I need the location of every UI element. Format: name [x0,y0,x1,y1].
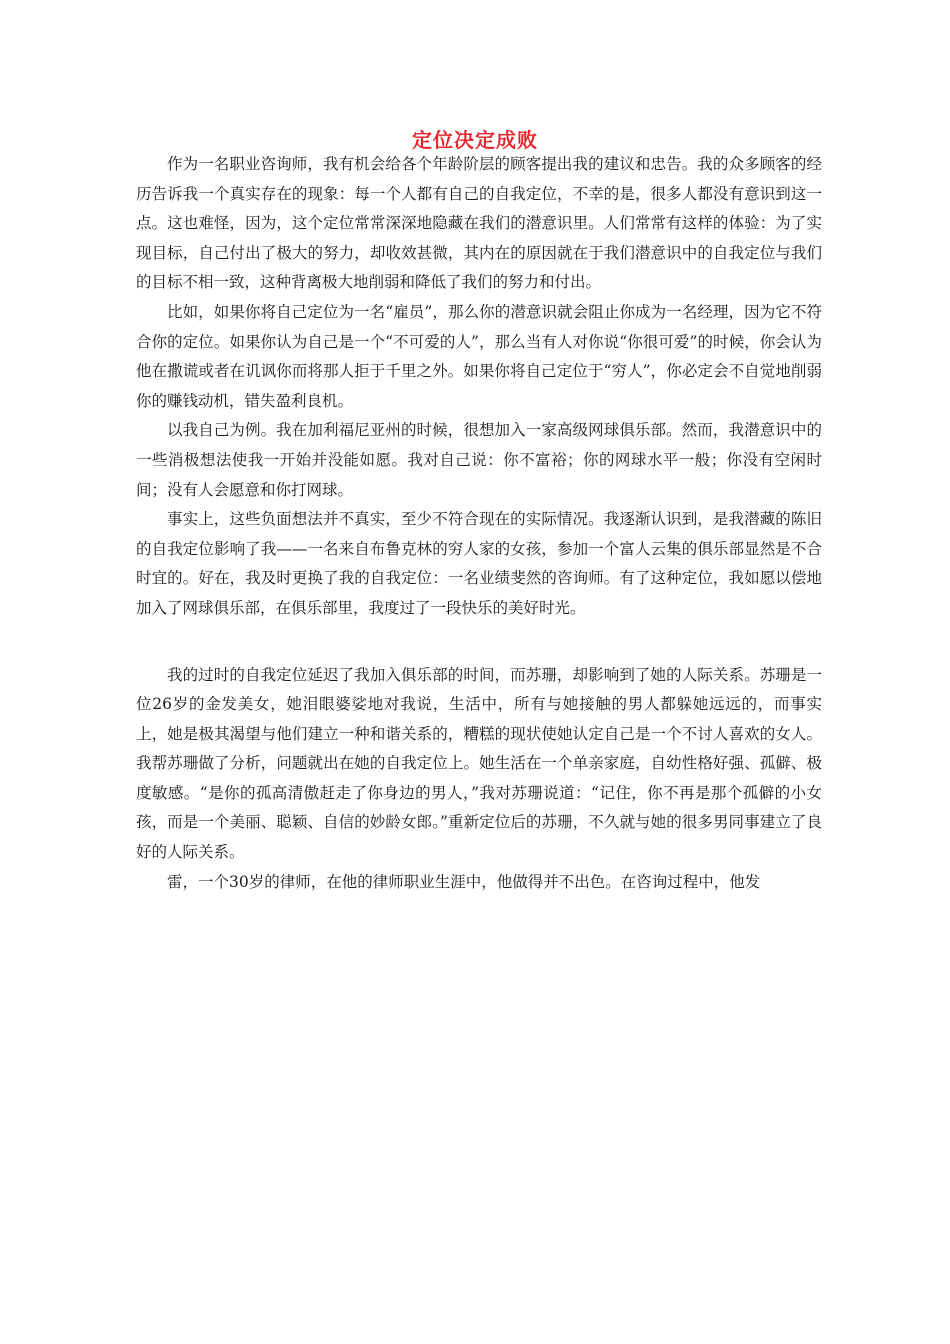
paragraph-5: 我的过时的自我定位延迟了我加入俱乐部的时间，而苏珊，却影响到了她的人际关系。苏珊是一位26岁的金发美女，她泪眼婆娑地对我说，生活中，所有与她接触的男人都躲她远远的，而事实上，她是极其渴望与他们建立一种和谐关系的，糟糕的现状使她认定自己是一个不讨人喜欢的女人。我帮苏珊做了分析，问题就出在她的自我定位上。她生活在一个单亲家庭，自幼性格好强、孤僻、极度敏感。“是你的孤高清傲赶走了你身边的男人，”我对苏珊说道：“记住，你不再是那个孤僻的小女孩，而是一个美丽、聪颖、自信的妙龄女郎。”重新定位后的苏珊，不久就与她的很多男同事建立了良好的人际关系。 [136,665,822,862]
paragraph-6: 雷，一个30岁的律师，在他的律师职业生涯中，他做得并不出色。在咨询过程中，他发 [167,872,761,891]
document-body [136,150,822,897]
paragraph-1: 作为一名职业咨询师，我有机会给各个年龄阶层的顾客提出我的建议和忠告。我的众多顾客的经历告诉我一个真实存在的现象：每一个人都有自己的自我定位，不幸的是，很多人都没有意识到这一点。这也难怪，因为，这个定位常常深深地隐藏在我们的潜意识里。人们常常有这样的体验：为了实现目标，自己付出了极大的努力，却收效甚微，其内在的原因就在于我们潜意识中的自我定位与我们的目标不相一致，这种背离极大地削弱和降低了我们的努力和付出。 [136,155,822,292]
paragraph-2: 比如，如果你将自己定位为一名“雇员”，那么你的潜意识就会阻止你成为一名经理，因为它不符合你的定位。如果你认为自己是一个“不可爱的人”，那么当有人对你说“你很可爱”的时候，你会认为他在撒谎或者在讥讽你而将那人拒于千里之外。如果你将自己定位于“穷人”，你必定会不自觉地削弱你的赚钱动机，错失盈利良机。 [136,302,822,410]
paragraph-3: 以我自己为例。我在加利福尼亚州的时候，很想加入一家高级网球俱乐部。然而，我潜意识中的一些消极想法使我一开始并没能如愿。我对自己说：你不富裕；你的网球水平一般；你没有空闲时间；没有人会愿意和你打网球。 [136,421,822,499]
paragraph-4: 事实上，这些负面想法并不真实，至少不符合现在的实际情况。我逐渐认识到，是我潜藏的陈旧的自我定位影响了我——一名来自布鲁克林的穷人家的女孩，参加一个富人云集的俱乐部显然是不合时宜的。好在，我及时更换了我的自我定位：一名业绩斐然的咨询师。有了这种定位，我如愿以偿地加入了网球俱乐部，在俱乐部里，我度过了一段快乐的美好时光。 [136,510,822,617]
document-title: 定位决定成败 [412,128,538,152]
